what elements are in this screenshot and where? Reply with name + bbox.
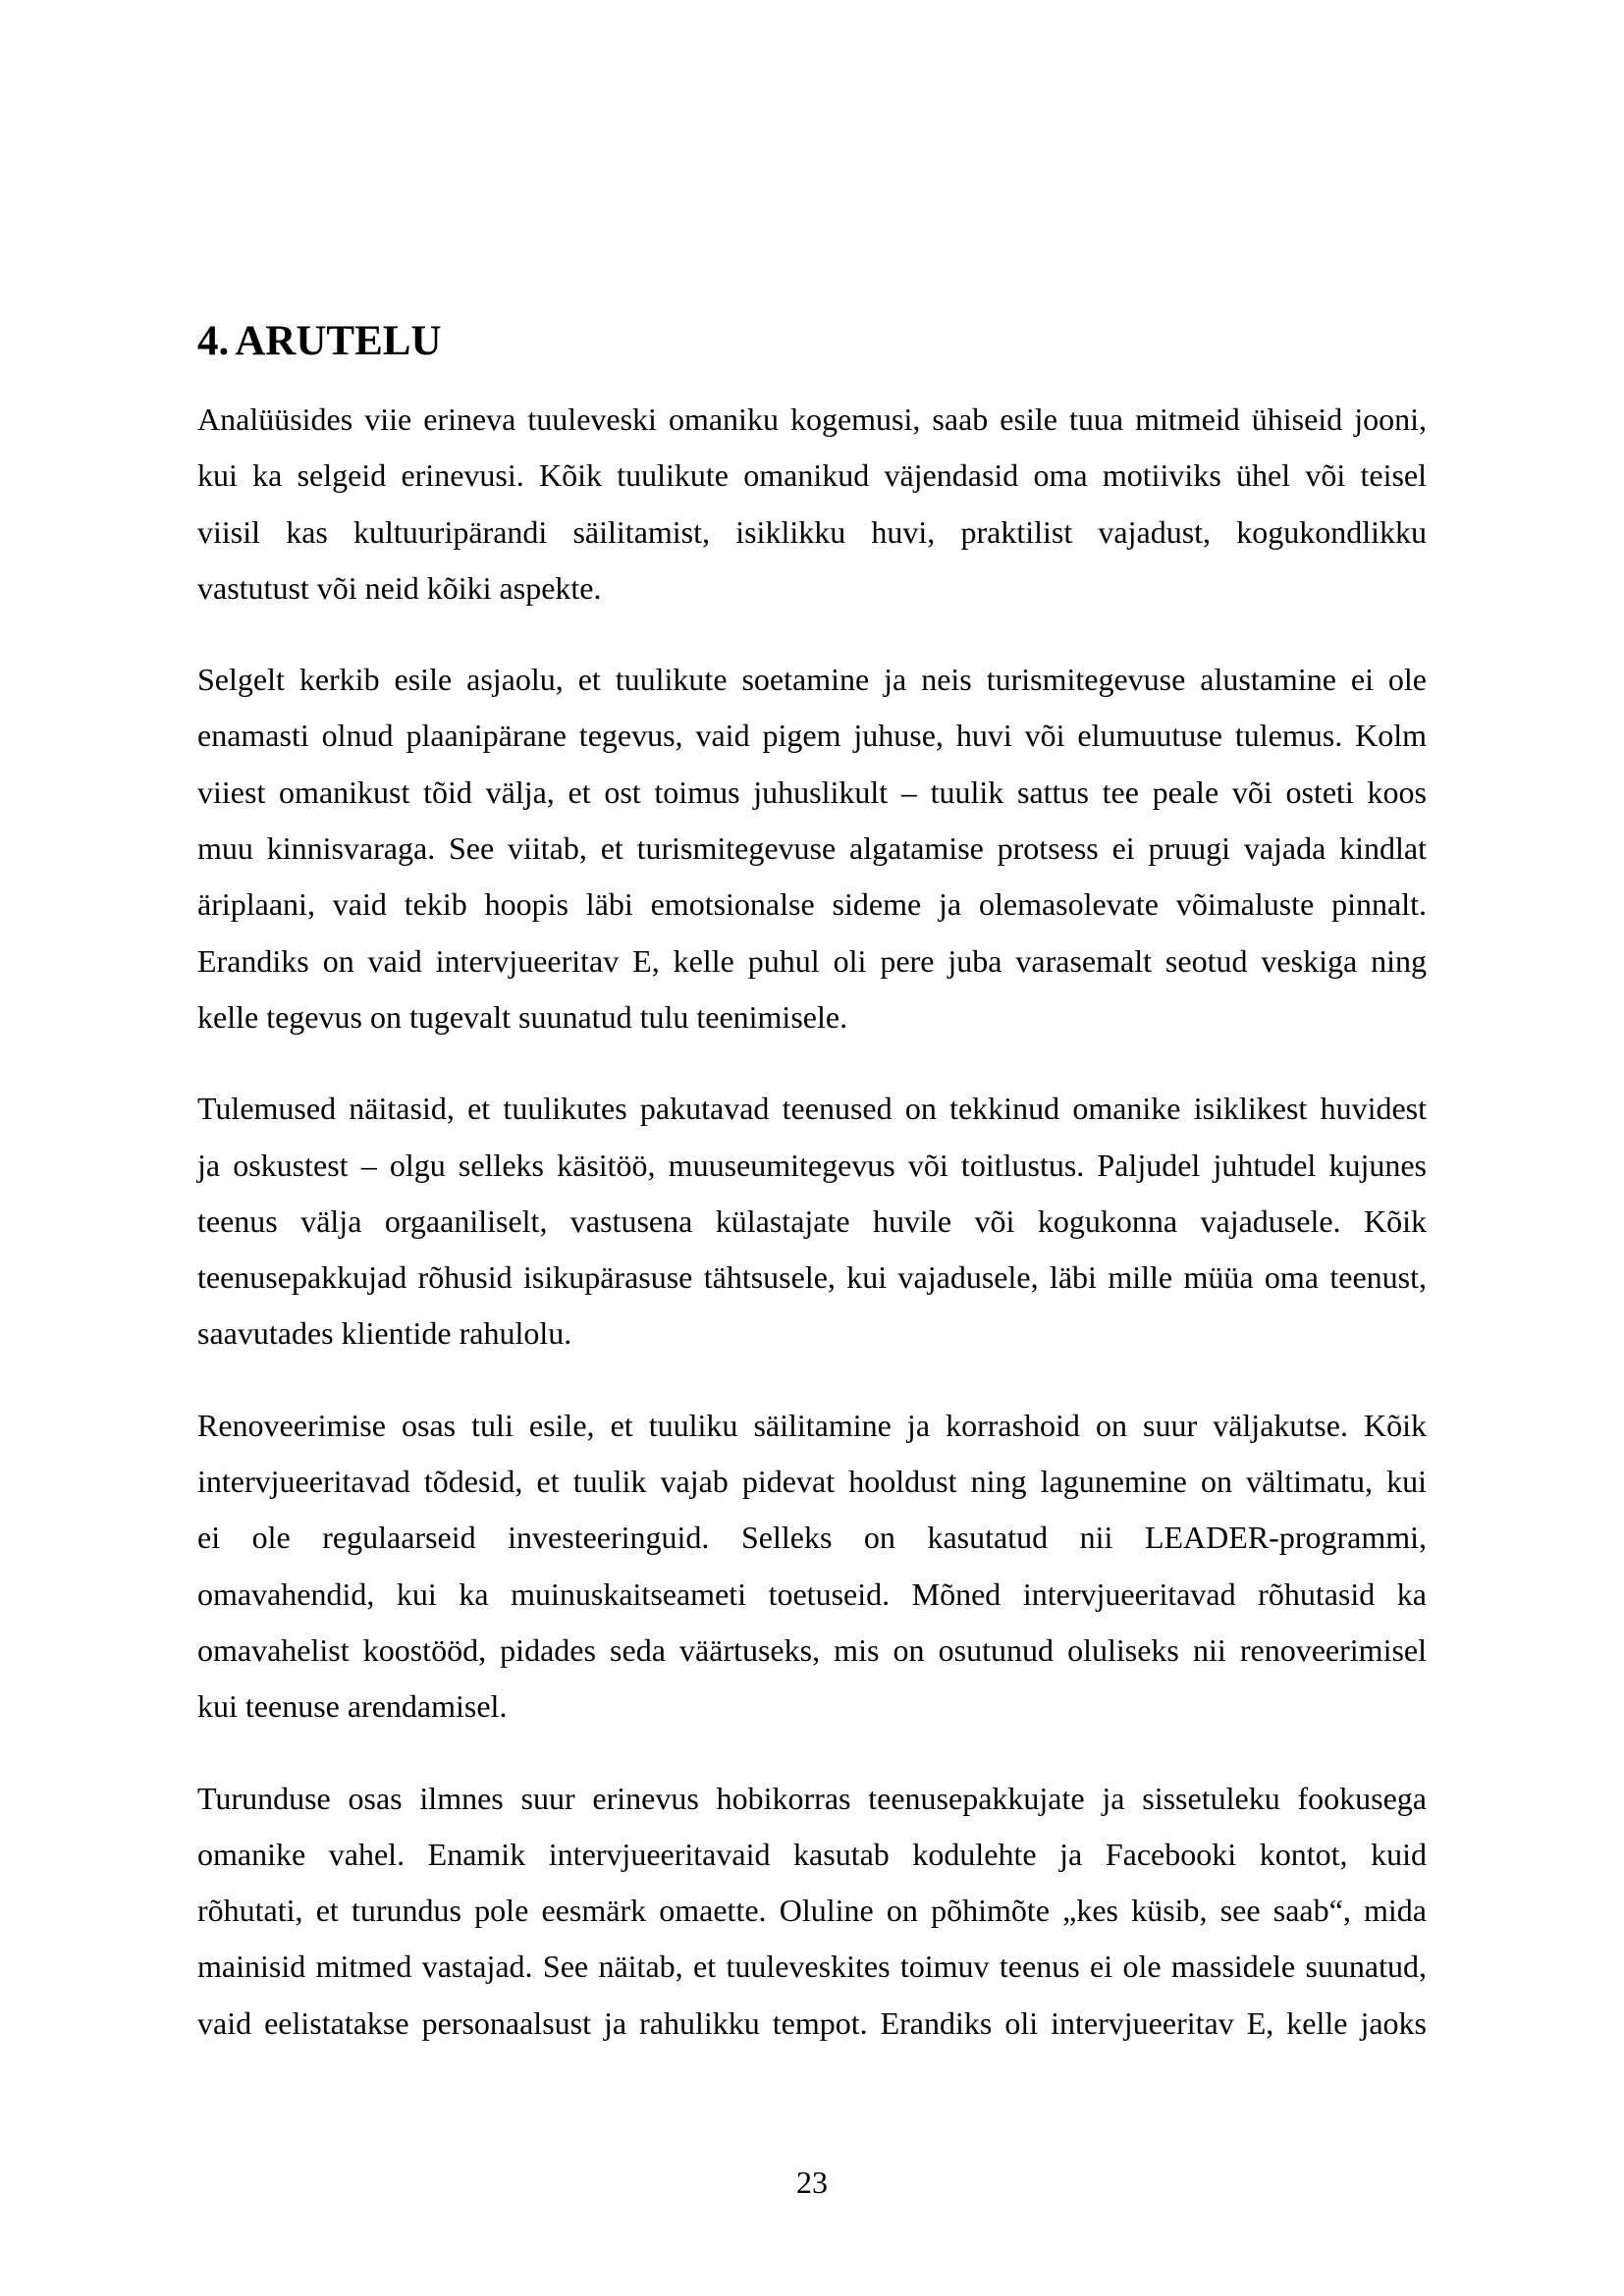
text-line: Tulemused näitasid, et tuulikutes pakutavad teenused on tekkinud omanike isiklikest huvidest — [197, 1091, 1427, 1127]
text-line: äriplaani, vaid tekib hoopis läbi emotsionalse sideme ja olemasolevate võimaluste pinnalt. — [197, 886, 1427, 923]
text-line: viiest omanikust tõid välja, et ost toimus juhuslikult – tuulik sattus tee peale või osteti koos — [197, 774, 1427, 810]
text-line: Renoveerimise osas tuli esile, et tuuliku säilitamine ja korrashoid on suur väljakutse. Kõik — [197, 1407, 1427, 1443]
text-line: kui ka selgeid erinevusi. Kõik tuulikute omanikud väjendasid oma motiiviks ühel või teisel — [197, 457, 1427, 494]
text-line: Erandiks on vaid intervjueeritav E, kelle puhul oli pere juba varasemalt seotud veskiga ning — [197, 942, 1427, 979]
text-line: teenus välja orgaaniliselt, vastusena külastajate huvile või kogukonna vajadusele. Kõik — [197, 1202, 1427, 1239]
body-text — [197, 392, 1427, 2087]
page-number: 23 — [796, 2164, 828, 2200]
text-line: vaid eelistatakse personaalsust ja rahulikku tempot. Erandiks oli intervjueeritav E, kelle jaoks — [197, 2004, 1427, 2041]
text-line: kui teenuse arendamisel. — [197, 1688, 508, 1725]
paragraph-5 — [197, 1771, 1427, 2052]
text-line: viisil kas kultuuripärandi säilitamist, isiklikku huvi, praktilist vajadust, kogukondlikku — [197, 513, 1427, 550]
text-line: omavahelist koostööd, pidades seda väärtuseks, mis on osutunud oluliseks nii renoveerimisel — [197, 1631, 1427, 1668]
text-line: omavahendid, kui ka muinuskaitseameti toetuseid. Mõned intervjueeritavad rõhutasid ka — [197, 1575, 1427, 1612]
paragraph-1 — [197, 392, 1427, 616]
text-line: Selgelt kerkib esile asjaolu, et tuulikute soetamine ja neis turismitegevuse alustamine ei ole — [197, 662, 1427, 698]
text-line: kelle tegevus on tugevalt suunatud tulu teenimisele. — [197, 998, 848, 1035]
text-line: saavutades klientide rahulolu. — [197, 1315, 572, 1352]
text-line: mainisid mitmed vastajad. See näitab, et tuuleveskites toimuv teenus ei ole massidele suunatud, — [197, 1949, 1427, 1985]
section-heading — [197, 317, 442, 366]
text-line: ei ole regulaarseid investeeringuid. Selleks on kasutatud nii LEADER-programmi, — [197, 1520, 1427, 1556]
text-line: Analüüsides viie erineva tuuleveski omaniku kogemusi, saab esile tuua mitmeid ühiseid jooni, — [197, 401, 1427, 437]
text-line: vastutust või neid kõiki aspekte. — [197, 569, 602, 606]
section-title: ARUTELU — [235, 318, 442, 364]
text-line: ja oskustest – olgu selleks käsitöö, muuseumitegevus või toitlustus. Paljudel juhtudel kujunes — [197, 1147, 1427, 1183]
paragraph-3 — [197, 1081, 1427, 1362]
text-line: enamasti olnud plaanipärane tegevus, vaid pigem juhuse, huvi või elumuutuse tulemus. Kolm — [197, 718, 1427, 754]
text-line: rõhutati, et turundus pole eesmärk omaette. Oluline on põhimõte „kes küsib, see saab“, mida — [197, 1893, 1427, 1929]
paragraph-2 — [197, 652, 1427, 1045]
text-line: Turunduse osas ilmnes suur erinevus hobikorras teenusepakkujate ja sissetuleku fookusega — [197, 1780, 1427, 1816]
text-line: intervjueeritavad tõdesid, et tuulik vajab pidevat hooldust ning lagunemine on vältimatu, kui — [197, 1464, 1427, 1500]
section-number: 4. — [197, 318, 230, 364]
paragraph-4 — [197, 1398, 1427, 1735]
text-line: teenusepakkujad rõhusid isikupärasuse tähtsusele, kui vajadusele, läbi mille müüa oma teenust, — [197, 1259, 1427, 1296]
text-line: muu kinnisvaraga. See viitab, et turismitegevuse algatamise protsess ei pruugi vajada kindlat — [197, 830, 1427, 867]
text-line: omanike vahel. Enamik intervjueeritavaid kasutab kodulehte ja Facebooki kontot, kuid — [197, 1836, 1427, 1872]
